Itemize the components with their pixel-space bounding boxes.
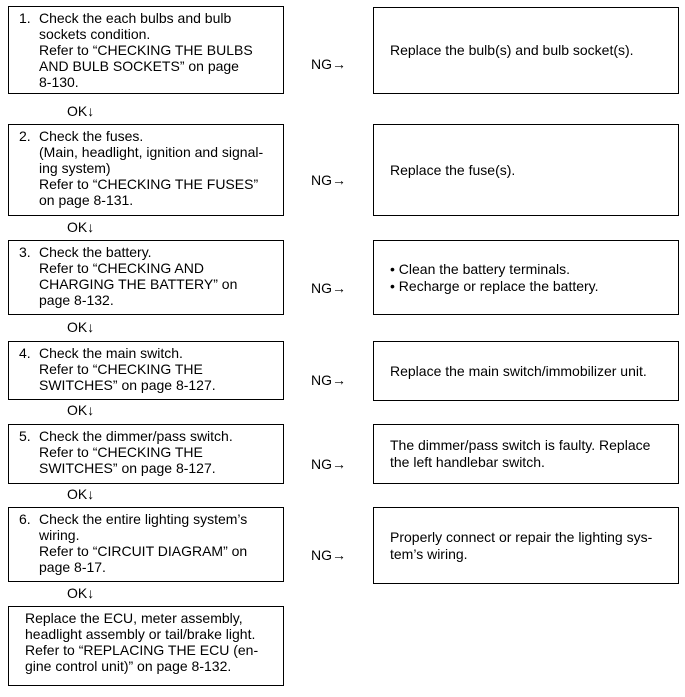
step-text-line: sockets condition.	[39, 26, 151, 42]
step-text-line: ing system)	[39, 160, 111, 176]
step-text-line: Check the each bulbs and bulb	[39, 10, 232, 26]
step-text-line: (Main, headlight, ignition and signal-	[39, 144, 264, 160]
step-text-line: Check the dimmer/pass switch.	[39, 428, 233, 444]
step-4-box	[8, 341, 284, 400]
step-1-box	[8, 6, 284, 94]
step-text-line: page 8-132.	[39, 292, 114, 308]
step-text-line: SWITCHES” on page 8-127.	[39, 460, 216, 476]
step-text-line: Refer to “CHECKING THE BULBS	[39, 42, 253, 58]
remedy-text-line: Replace the main switch/immobilizer unit.	[390, 362, 647, 379]
final-text-line: headlight assembly or tail/brake light.	[25, 626, 256, 642]
ng-arrow-4: NG→	[311, 372, 346, 388]
step-text-line: Check the fuses.	[39, 128, 144, 144]
remedy-6-box	[373, 507, 679, 584]
step-text-line: wiring.	[39, 527, 80, 543]
remedy-text-line: Replace the fuse(s).	[390, 161, 516, 178]
step-text-line: 8-130.	[39, 74, 79, 90]
ok-arrow-3: OK↓	[67, 319, 95, 335]
step-text-line: Refer to “CHECKING THE	[39, 444, 203, 460]
ok-arrow-5: OK↓	[67, 486, 95, 502]
step-text-line: Refer to “CHECKING AND	[39, 260, 204, 276]
step-number: 2.	[19, 128, 31, 144]
step-number: 1.	[19, 10, 31, 26]
remedy-5-box	[373, 424, 679, 484]
step-number: 5.	[19, 428, 31, 444]
step-text-line: Refer to “CHECKING THE	[39, 361, 203, 377]
step-text-line: page 8-17.	[39, 559, 106, 575]
ng-arrow-3: NG→	[311, 280, 346, 296]
step-2-box	[8, 124, 284, 216]
ok-arrow-2: OK↓	[67, 219, 95, 235]
final-action-box	[8, 606, 284, 686]
ng-arrow-6: NG→	[311, 547, 346, 563]
step-number: 3.	[19, 244, 31, 260]
ng-arrow-2: NG→	[311, 172, 346, 188]
remedy-1-box	[373, 7, 679, 94]
step-text-line: CHARGING THE BATTERY” on	[39, 276, 238, 292]
remedy-3-box	[373, 240, 679, 315]
remedy-4-box	[373, 341, 679, 401]
step-6-box	[8, 507, 284, 582]
remedy-text-line: The dimmer/pass switch is faulty. Replace	[390, 437, 651, 453]
remedy-text-line: Properly connect or repair the lighting sys-	[390, 528, 653, 545]
final-text-line: gine control unit)” on page 8-132.	[25, 658, 232, 674]
step-text-line: Check the entire lighting system’s	[39, 511, 248, 527]
final-text-line: Refer to “REPLACING THE ECU (en-	[25, 642, 259, 658]
ok-arrow-6: OK↓	[67, 585, 95, 601]
remedy-text-line: • Recharge or replace the battery.	[390, 277, 599, 294]
step-5-box	[8, 424, 284, 484]
step-number: 6.	[19, 511, 31, 527]
step-text-line: SWITCHES” on page 8-127.	[39, 377, 216, 393]
remedy-2-box	[373, 124, 679, 216]
step-text-line: Check the main switch.	[39, 345, 183, 361]
remedy-text-line: Replace the bulb(s) and bulb socket(s).	[390, 42, 634, 58]
step-text-line: Check the battery.	[39, 244, 152, 260]
step-3-box	[8, 240, 284, 315]
remedy-text-line: tem’s wiring.	[390, 545, 468, 562]
ng-arrow-5: NG→	[311, 456, 346, 472]
ok-arrow-1: OK↓	[67, 103, 95, 119]
final-text-line: Replace the ECU, meter assembly,	[25, 610, 243, 626]
step-text-line: on page 8-131.	[39, 192, 134, 208]
step-number: 4.	[19, 345, 31, 361]
remedy-text-line: • Clean the battery terminals.	[390, 260, 570, 277]
ok-arrow-4: OK↓	[67, 402, 95, 418]
step-text-line: Refer to “CHECKING THE FUSES”	[39, 176, 259, 192]
ng-arrow-1: NG→	[311, 56, 346, 72]
step-text-line: AND BULB SOCKETS” on page	[39, 58, 239, 74]
remedy-text-line: the left handlebar switch.	[390, 454, 545, 470]
step-text-line: Refer to “CIRCUIT DIAGRAM” on	[39, 543, 248, 559]
